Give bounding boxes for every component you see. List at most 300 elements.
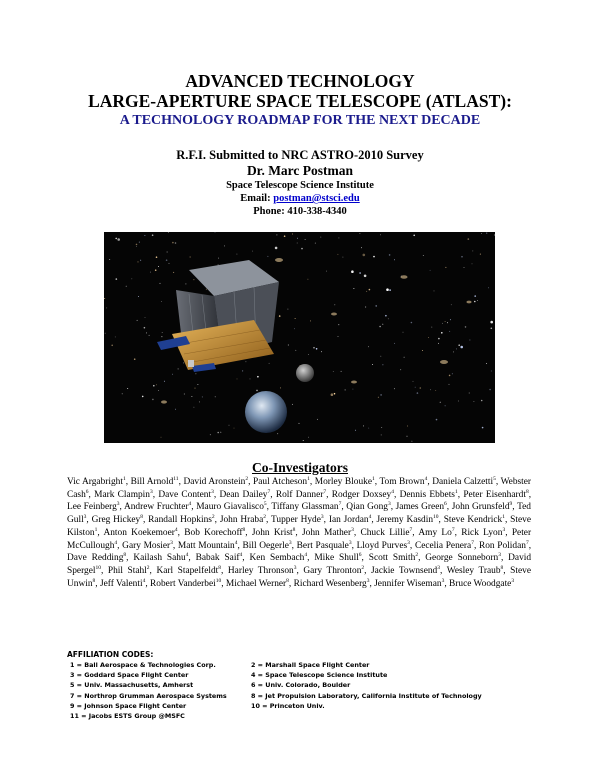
star bbox=[126, 286, 127, 287]
coinvestigator-name bbox=[452, 502, 513, 512]
affiliation-item: 5 = Univ. Massachusetts, Amherst bbox=[70, 681, 194, 690]
affiliation-code: 5 bbox=[263, 501, 267, 508]
star bbox=[372, 364, 373, 365]
coinvestigator-name bbox=[108, 566, 150, 576]
affiliation-item: 6 = Univ. Colorado, Boulder bbox=[251, 681, 351, 690]
affiliation-code: 8 bbox=[292, 526, 296, 533]
affiliation-code: 3 bbox=[149, 488, 153, 495]
coinvestigator-label: Kailash Sahu bbox=[133, 553, 186, 564]
star bbox=[145, 317, 146, 318]
coinvestigator-name bbox=[156, 566, 221, 576]
star bbox=[292, 234, 293, 235]
affiliation-code: 7 bbox=[525, 539, 529, 546]
coinvestigator-name bbox=[133, 553, 188, 563]
affiliation-code: 3 bbox=[387, 501, 391, 508]
star bbox=[146, 332, 147, 333]
coinvestigator-name bbox=[369, 553, 418, 563]
star bbox=[134, 358, 136, 360]
coinvestigator-name bbox=[314, 553, 361, 563]
telescope-illustration bbox=[104, 232, 495, 443]
star bbox=[449, 375, 451, 377]
coinvestigator-label: John Krist bbox=[251, 527, 293, 538]
star bbox=[469, 340, 470, 341]
star bbox=[490, 321, 493, 324]
coinvestigator-name bbox=[271, 502, 341, 512]
affiliation-code: 3 bbox=[498, 552, 501, 559]
affiliation-code: 3 bbox=[366, 577, 370, 584]
star bbox=[465, 326, 467, 328]
star bbox=[486, 363, 487, 364]
star bbox=[140, 260, 141, 261]
star bbox=[267, 256, 268, 257]
star bbox=[363, 425, 364, 426]
coinvestigator-name bbox=[124, 502, 191, 512]
star bbox=[430, 389, 431, 390]
affiliation-code: 7 bbox=[471, 539, 474, 546]
coinvestigator-label: Randall Hopkins bbox=[148, 515, 212, 526]
star bbox=[185, 283, 186, 284]
affiliation-code: 2 bbox=[263, 513, 267, 520]
title-line-2: LARGE-APERTURE SPACE TELESCOPE (ATLAST): bbox=[88, 91, 512, 111]
coinvestigator-name bbox=[374, 579, 444, 589]
star bbox=[297, 243, 298, 244]
affiliation-code: 4 bbox=[188, 501, 192, 508]
affiliation-code: 1 bbox=[122, 475, 126, 482]
star bbox=[494, 235, 495, 236]
star bbox=[279, 315, 281, 317]
star bbox=[341, 371, 342, 372]
coinvestigator-label: Peter McCullough bbox=[67, 527, 532, 551]
affiliation-code: 4 bbox=[114, 539, 118, 546]
affiliation-code: 2 bbox=[415, 552, 419, 559]
star bbox=[481, 400, 483, 402]
affiliation-item: 7 = Northrop Grumman Aerospace Systems bbox=[70, 691, 227, 700]
star bbox=[380, 394, 382, 396]
star bbox=[308, 437, 309, 438]
coinvestigator-name bbox=[396, 502, 447, 512]
affiliation-code: 3 bbox=[502, 526, 506, 533]
affiliation-code: 7 bbox=[323, 488, 327, 495]
star bbox=[353, 288, 354, 289]
star bbox=[355, 430, 356, 431]
coinvestigator-label: Tiffany Glassman bbox=[271, 502, 339, 513]
coinvestigator-label: Peter Eisenhardt bbox=[463, 489, 526, 500]
star bbox=[277, 433, 278, 434]
star bbox=[380, 356, 381, 357]
affiliation-item: 10 = Princeton Univ. bbox=[251, 701, 325, 710]
coinvestigator-name bbox=[226, 579, 289, 589]
coinvestigator-name bbox=[100, 579, 145, 589]
star bbox=[394, 343, 395, 344]
star bbox=[153, 385, 155, 387]
affiliation-code: 11 bbox=[173, 475, 179, 482]
star bbox=[158, 266, 159, 267]
star bbox=[161, 301, 162, 302]
star bbox=[224, 245, 225, 246]
star bbox=[136, 246, 137, 247]
coinvestigator-name bbox=[400, 490, 458, 500]
coinvestigator-name bbox=[67, 553, 126, 563]
coinvestigator-name bbox=[122, 541, 173, 551]
star bbox=[386, 288, 389, 291]
coinvestigator-label: Ken Sembach bbox=[249, 553, 305, 564]
star bbox=[451, 304, 452, 305]
star bbox=[236, 254, 237, 255]
star bbox=[389, 289, 391, 291]
star bbox=[307, 279, 308, 280]
star bbox=[381, 434, 382, 435]
coinvestigator-name bbox=[67, 502, 120, 512]
star bbox=[152, 234, 154, 236]
affiliation-code: 8 bbox=[525, 488, 529, 495]
coinvestigator-label: Cecelia Penera bbox=[414, 540, 472, 551]
star bbox=[394, 388, 395, 389]
star bbox=[234, 428, 235, 429]
affiliation-code: 2 bbox=[245, 475, 249, 482]
coinvestigator-label: Bruce Woodgate bbox=[449, 578, 512, 589]
coinvestigator-label: Rodger Doxsey bbox=[331, 489, 392, 500]
coinvestigator-name bbox=[196, 502, 266, 512]
coinvestigator-label: David Spergel bbox=[67, 553, 532, 576]
star bbox=[458, 344, 460, 346]
star bbox=[420, 387, 422, 389]
coinvestigators-list: Vic Argabright$^1$, Bill Arnold$^{11}$, David Aronstein$^2$, Paul Atcheson$^1$, Morley Blouke$^1$, Tom Brown$^4$, Daniela Calzetti$^5$, Webster Cash$^6$, Mark Clampin$^3$, Dave Content$^3$, Dean Dailey$^7$, Rolf Danner$^7$, Rodger Doxsey$^4$, Dennis Ebbets$^1$, Peter Eisenhardt$^8$, Lee Feinberg$^3$, Andrew Fruchter$^4$, Mauro Giavalisco$^5$, Tiffany Glassman$^7$, Qian Gong$^3$, James Green$^6$, John Grunsfeld$^9$, Ted Gull$^3$, Greg Hickey$^8$, Randall Hopkins$^2$, John Hraba$^2$, Tupper Hyde$^3$, Ian Jordan$^4$, Jeremy Kasdin$^{10}$, Steve Kendrick$^1$, Steve Kilston$^1$, Anton Koekemoer$^4$, Bob Korechoff$^8$, John Krist$^8$, John Mather$^3$, Chuck Lillie$^7$, Amy Lo$^7$, Rick Lyon$^3$, Peter McCullough$^4$, Gary Mosier$^3$, Matt Mountain$^4$, Bill Oegerle$^3$, Bert Pasquale$^3$, Lloyd Purves$^3$, Cecelia Penera$^7$, Ron Polidan$^7$, Dave Redding$^8$, Kailash Sahu$^4$, Babak Saif$^4$, Ken Sembach$^4$, Mike Shull$^6$, Scott Smith$^2$, George Sonneborn$^3$, David Spergel$^{10}$, Phil Stahl$^2$, Karl Stapelfeldt$^8$, Harley Thronson$^3$, Gary Thronton$^2$, Jackie Townsend$^3$, Wesley Traub$^8$, Steve Unwin$^8$, Jeff Valenti$^4$, Robert Vanderbei$^{10}$, Michael Werner$^8$, Richard Wesenberg$^3$, Jennifer Wiseman$^3$, Bruce Woodgate$^3$ bbox=[67, 475, 532, 589]
coinvestigator-label: Lloyd Purves bbox=[356, 540, 408, 551]
coinvestigator-name bbox=[196, 553, 243, 563]
star bbox=[111, 345, 113, 347]
star bbox=[138, 261, 139, 262]
star bbox=[337, 254, 338, 255]
coinvestigator-label: Morley Blouke bbox=[314, 477, 372, 487]
star bbox=[175, 242, 177, 244]
affiliation-code: 2 bbox=[361, 564, 365, 571]
affiliation-code: 4 bbox=[304, 552, 308, 559]
star bbox=[288, 345, 289, 346]
star bbox=[193, 279, 194, 280]
star bbox=[464, 267, 465, 268]
affiliation-code: 7 bbox=[267, 488, 271, 495]
affiliation-code: 1 bbox=[372, 475, 375, 482]
coinvestigator-name bbox=[425, 553, 501, 563]
star bbox=[440, 402, 441, 403]
coinvestigator-label: Michael Werner bbox=[225, 578, 287, 589]
coinvestigator-label: Ted Gull bbox=[67, 502, 531, 526]
star bbox=[317, 419, 318, 420]
star bbox=[411, 322, 413, 324]
star bbox=[160, 283, 161, 284]
star bbox=[215, 396, 216, 397]
star bbox=[127, 388, 128, 389]
coinvestigator-name bbox=[302, 528, 354, 538]
star bbox=[137, 320, 138, 321]
star bbox=[385, 315, 387, 317]
star bbox=[345, 389, 346, 390]
star bbox=[359, 233, 360, 234]
affiliation-list-right bbox=[251, 660, 482, 711]
star bbox=[482, 427, 484, 429]
coinvestigator-label: Ian Jordan bbox=[328, 515, 369, 526]
coinvestigator-label: Jackie Townsend bbox=[371, 565, 438, 576]
star bbox=[359, 272, 361, 274]
coinvestigator-name bbox=[150, 579, 221, 589]
star bbox=[172, 374, 173, 375]
star bbox=[472, 263, 473, 264]
affiliation-code: 4 bbox=[239, 552, 243, 559]
affiliation-code: 10 bbox=[433, 513, 439, 520]
star bbox=[184, 394, 185, 395]
star bbox=[388, 318, 389, 319]
star bbox=[453, 351, 454, 352]
affiliation-code: 8 bbox=[140, 513, 143, 520]
coinvestigator-label: Wesley Traub bbox=[446, 565, 501, 576]
star bbox=[164, 381, 165, 382]
star bbox=[257, 376, 259, 378]
star bbox=[294, 328, 295, 329]
star bbox=[195, 373, 196, 374]
coinvestigators-heading: Co-Investigators bbox=[252, 460, 348, 475]
star bbox=[115, 336, 116, 337]
star bbox=[299, 423, 300, 424]
star bbox=[379, 326, 381, 328]
coinvestigator-label: James Green bbox=[395, 502, 445, 513]
star bbox=[375, 305, 377, 307]
star bbox=[430, 270, 431, 271]
star bbox=[220, 432, 221, 433]
affiliation-code: 3 bbox=[293, 564, 297, 571]
coinvestigator-name bbox=[377, 515, 439, 525]
star bbox=[131, 278, 132, 279]
star bbox=[320, 237, 321, 238]
star bbox=[316, 348, 318, 350]
star bbox=[331, 393, 334, 396]
star bbox=[197, 384, 198, 385]
coinvestigator-label: Scott Smith bbox=[368, 553, 416, 564]
star bbox=[172, 242, 174, 244]
coinvestigator-name bbox=[297, 541, 352, 551]
phone-line: Phone: 410-338-4340 bbox=[253, 206, 347, 217]
title-line-1: ADVANCED TECHNOLOGY bbox=[185, 71, 415, 91]
affiliation-code: 3 bbox=[83, 513, 87, 520]
star bbox=[415, 387, 416, 388]
star bbox=[295, 318, 296, 319]
star bbox=[161, 336, 162, 337]
coinvestigator-name bbox=[315, 477, 375, 487]
star bbox=[301, 248, 303, 250]
affiliation-code: 3 bbox=[320, 513, 324, 520]
star bbox=[351, 270, 354, 273]
star bbox=[378, 397, 379, 398]
coinvestigator-name bbox=[276, 490, 326, 500]
star bbox=[364, 275, 367, 278]
star bbox=[491, 371, 492, 372]
star bbox=[295, 350, 296, 351]
star bbox=[411, 441, 412, 442]
affiliation-code: 3 bbox=[511, 577, 515, 584]
star bbox=[447, 322, 448, 323]
coinvestigator-label: Mauro Giavalisco bbox=[196, 502, 264, 513]
star bbox=[489, 389, 491, 391]
star bbox=[284, 235, 286, 237]
star bbox=[352, 389, 353, 390]
coinvestigator-label: Mike Shull bbox=[314, 553, 359, 564]
star bbox=[199, 401, 200, 402]
star bbox=[139, 242, 140, 243]
email-link[interactable]: postman@stsci.edu bbox=[273, 193, 360, 204]
star bbox=[193, 407, 194, 408]
coinvestigator-name bbox=[243, 541, 292, 551]
star bbox=[116, 278, 118, 280]
affiliation-code: 3 bbox=[288, 539, 292, 546]
star bbox=[342, 257, 343, 258]
coinvestigator-name bbox=[479, 541, 529, 551]
affiliation-code: 10 bbox=[215, 577, 222, 584]
star bbox=[380, 234, 381, 235]
affiliation-code: 1 bbox=[454, 488, 458, 495]
star bbox=[297, 238, 298, 239]
affiliation-item: 9 = Johnson Space Flight Center bbox=[70, 701, 187, 710]
star bbox=[460, 346, 463, 349]
earth bbox=[245, 391, 287, 433]
affiliation-code: 4 bbox=[174, 526, 178, 533]
star bbox=[434, 290, 435, 291]
star bbox=[456, 348, 457, 349]
star bbox=[403, 332, 404, 333]
star bbox=[438, 343, 439, 344]
star bbox=[305, 239, 306, 240]
coinvestigator-name bbox=[371, 566, 440, 576]
star bbox=[473, 401, 474, 402]
coinvestigator-name bbox=[67, 477, 126, 487]
star bbox=[210, 434, 211, 435]
star bbox=[449, 384, 450, 385]
coinvestigator-label: Dennis Ebbets bbox=[399, 489, 455, 500]
star bbox=[491, 328, 493, 330]
star bbox=[287, 309, 288, 310]
affiliation-code: 3 bbox=[170, 539, 173, 546]
star bbox=[191, 396, 192, 397]
affiliation-code: 1 bbox=[94, 526, 98, 533]
coinvestigator-label: Jeremy Kasdin bbox=[376, 515, 434, 526]
star bbox=[382, 324, 383, 325]
star bbox=[161, 437, 162, 438]
coinvestigator-name bbox=[379, 477, 427, 487]
star bbox=[162, 332, 163, 333]
star bbox=[407, 426, 408, 427]
affiliation-item: 4 = Space Telescope Science Institute bbox=[251, 671, 388, 680]
star bbox=[461, 256, 463, 258]
coinvestigator-name bbox=[178, 541, 238, 551]
coinvestigator-label: John Grunsfeld bbox=[451, 502, 510, 513]
star bbox=[275, 247, 278, 250]
star bbox=[368, 346, 369, 347]
affiliation-code: 3 bbox=[348, 539, 352, 546]
star bbox=[338, 324, 339, 325]
star bbox=[315, 243, 316, 244]
coinvestigator-name bbox=[220, 515, 266, 525]
star bbox=[413, 235, 415, 237]
star bbox=[321, 351, 322, 352]
star bbox=[486, 233, 487, 234]
star bbox=[117, 238, 120, 241]
institute: Space Telescope Science Institute bbox=[226, 180, 374, 191]
coinvestigator-name bbox=[253, 477, 310, 487]
star bbox=[365, 307, 366, 308]
coinvestigator-label: John Hraba bbox=[219, 515, 264, 526]
star bbox=[310, 320, 311, 321]
coinvestigator-label: Paul Atcheson bbox=[253, 477, 308, 487]
star bbox=[442, 323, 443, 324]
coinvestigator-label: George Sonneborn bbox=[425, 553, 499, 564]
star bbox=[106, 307, 107, 308]
star bbox=[361, 247, 362, 248]
star bbox=[104, 298, 105, 299]
coinvestigator-label: Dean Dailey bbox=[219, 489, 268, 500]
coinvestigator-label: Rick Lyon bbox=[461, 527, 503, 538]
star bbox=[326, 271, 327, 272]
affiliation-code: 4 bbox=[391, 488, 394, 495]
coinvestigator-name bbox=[131, 477, 179, 487]
coinvestigator-name bbox=[415, 541, 474, 551]
star bbox=[173, 272, 174, 273]
star bbox=[156, 256, 158, 258]
star bbox=[303, 440, 304, 441]
coinvestigator-label: Jennifer Wiseman bbox=[374, 578, 442, 589]
star bbox=[109, 259, 110, 260]
star bbox=[369, 289, 371, 291]
star bbox=[458, 401, 459, 402]
star bbox=[308, 354, 309, 355]
star bbox=[158, 390, 159, 391]
email-label: Email: bbox=[240, 193, 271, 204]
affiliation-code: 3 bbox=[211, 488, 214, 495]
coinvestigator-label: Steve Kendrick bbox=[443, 515, 503, 526]
star bbox=[250, 378, 251, 379]
affiliation-code: 8 bbox=[500, 564, 504, 571]
affiliation-code: 2 bbox=[146, 564, 150, 571]
star bbox=[449, 331, 450, 332]
star bbox=[178, 368, 179, 369]
affiliation-item: 3 = Goddard Space Flight Center bbox=[70, 671, 189, 680]
star bbox=[445, 267, 446, 268]
star bbox=[218, 258, 219, 259]
coinvestigator-name bbox=[303, 566, 364, 576]
coinvestigator-label: Gary Thronton bbox=[303, 565, 362, 576]
star bbox=[155, 269, 157, 271]
coinvestigator-name bbox=[219, 490, 270, 500]
star bbox=[252, 251, 253, 252]
affiliation-code: 1 bbox=[502, 513, 505, 520]
coinvestigator-name bbox=[252, 528, 295, 538]
affiliation-code: 1 bbox=[307, 475, 310, 482]
coinvestigator-label: Greg Hickey bbox=[91, 515, 141, 526]
affiliation-code: 3 bbox=[116, 501, 120, 508]
coinvestigator-name bbox=[432, 477, 496, 487]
affiliation-item: 8 = Jet Propulsion Laboratory, California Institute of Technology bbox=[251, 691, 482, 700]
affiliation-item: 1 = Ball Aerospace & Technologies Corp. bbox=[70, 661, 216, 669]
affiliation-code: 4 bbox=[142, 577, 146, 584]
affiliation-code: 4 bbox=[424, 475, 428, 482]
affiliation-code: 6 bbox=[358, 552, 362, 559]
star bbox=[481, 233, 482, 234]
affiliation-code: 10 bbox=[95, 564, 101, 571]
star bbox=[435, 390, 436, 391]
star bbox=[122, 393, 123, 394]
star bbox=[156, 384, 157, 385]
coinvestigator-name bbox=[357, 541, 410, 551]
star bbox=[229, 425, 230, 426]
coinvestigator-label: Bill Oegerle bbox=[242, 540, 289, 551]
star bbox=[366, 291, 367, 292]
